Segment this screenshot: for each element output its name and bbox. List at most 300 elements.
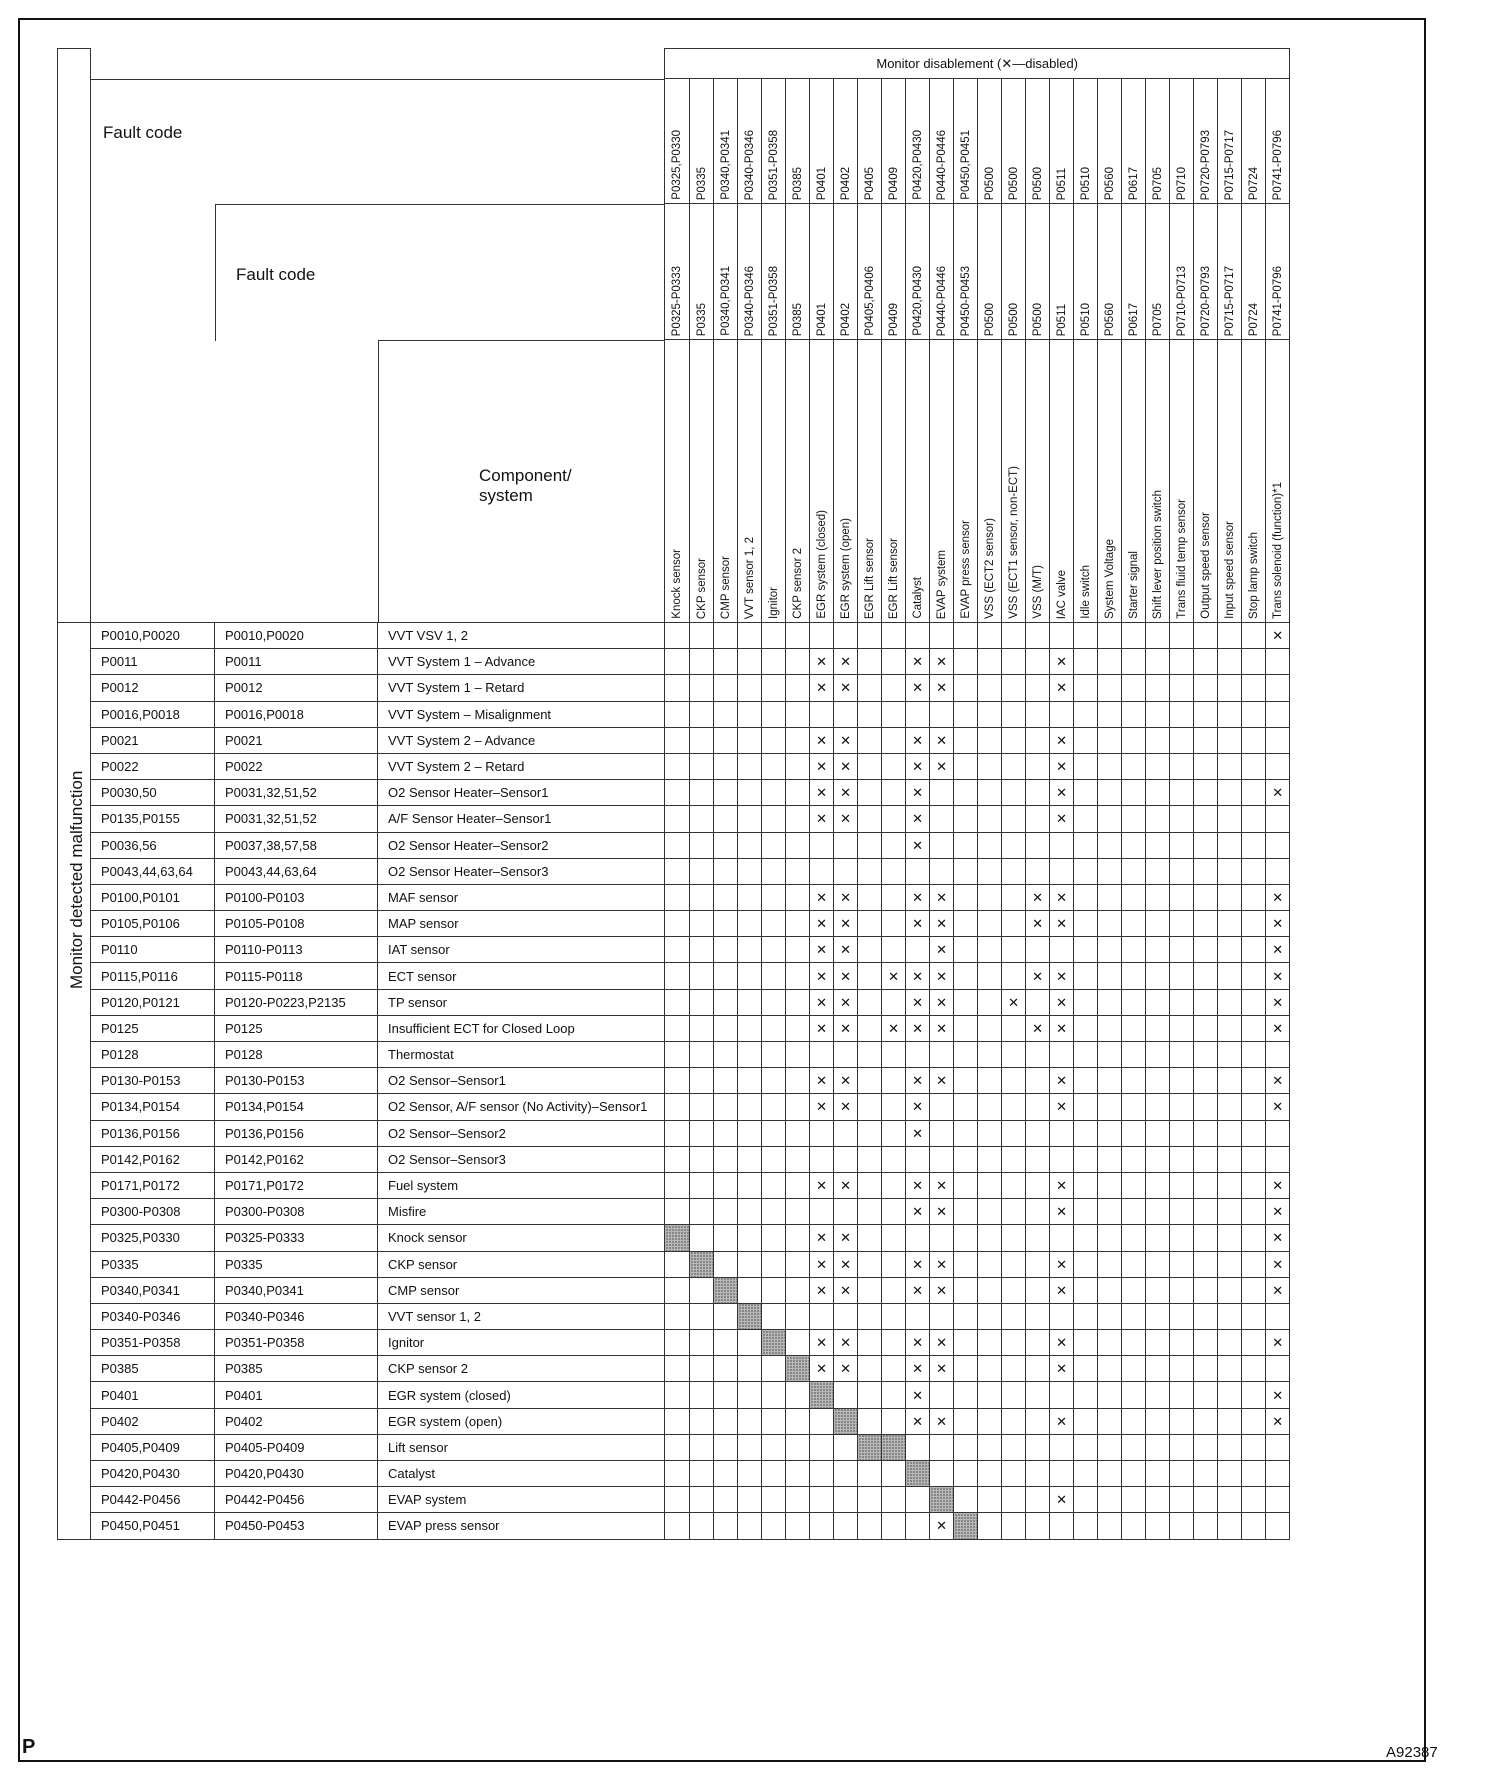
matrix-cell xyxy=(786,1513,810,1539)
matrix-cell xyxy=(954,1225,978,1251)
matrix-cell xyxy=(1266,832,1290,858)
matrix-cell xyxy=(1074,1225,1098,1251)
disabled-mark: ✕ xyxy=(930,884,954,910)
matrix-cell xyxy=(690,806,714,832)
matrix-cell xyxy=(810,1120,834,1146)
matrix-cell xyxy=(786,911,810,937)
table-row xyxy=(58,1330,1290,1356)
matrix-cell xyxy=(714,1068,738,1094)
detected-code-cell: P0130-P0153 xyxy=(91,1068,215,1094)
matrix-cell xyxy=(738,1251,762,1277)
matrix-cell xyxy=(1242,884,1266,910)
matrix-cell xyxy=(1122,858,1146,884)
matrix-cell xyxy=(690,780,714,806)
matrix-cell xyxy=(1218,1382,1242,1408)
matrix-cell xyxy=(1122,623,1146,649)
matrix-cell xyxy=(1074,1330,1098,1356)
matrix-cell xyxy=(1098,884,1122,910)
matrix-cell xyxy=(1218,1042,1242,1068)
matrix-cell xyxy=(930,806,954,832)
fault-code-cell: P0043,44,63,64 xyxy=(215,858,378,884)
matrix-cell xyxy=(882,937,906,963)
matrix-cell xyxy=(1170,1461,1194,1487)
matrix-cell xyxy=(1170,675,1194,701)
matrix-cell xyxy=(954,1199,978,1225)
matrix-cell xyxy=(1194,675,1218,701)
disabled-mark: ✕ xyxy=(834,884,858,910)
column-code-2-cell xyxy=(930,204,954,340)
matrix-cell xyxy=(690,623,714,649)
monitor-disablement-title: Monitor disablement (✕—disabled) xyxy=(665,49,1290,79)
matrix-cell xyxy=(738,753,762,779)
matrix-cell xyxy=(1098,649,1122,675)
matrix-cell xyxy=(1194,937,1218,963)
matrix-cell xyxy=(1242,727,1266,753)
matrix-cell xyxy=(954,937,978,963)
column-code-2-cell xyxy=(1002,204,1026,340)
column-name-cell xyxy=(1146,340,1170,623)
detected-code-cell: P0402 xyxy=(91,1408,215,1434)
matrix-cell xyxy=(690,1434,714,1460)
matrix-cell xyxy=(1266,1513,1290,1539)
matrix-cell xyxy=(1098,623,1122,649)
component-cell: Thermostat xyxy=(378,1042,665,1068)
disabled-mark: ✕ xyxy=(906,1068,930,1094)
fault-code-cell: P0385 xyxy=(215,1356,378,1382)
column-code-1: P0715-P0717 xyxy=(1223,129,1236,200)
disabled-mark: ✕ xyxy=(834,1015,858,1041)
column-code-2-cell xyxy=(906,204,930,340)
matrix-cell xyxy=(1218,884,1242,910)
matrix-cell xyxy=(1002,780,1026,806)
matrix-cell xyxy=(1218,937,1242,963)
component-cell: A/F Sensor Heater–Sensor1 xyxy=(378,806,665,832)
matrix-cell xyxy=(690,1199,714,1225)
matrix-cell xyxy=(954,623,978,649)
matrix-cell xyxy=(762,1199,786,1225)
matrix-cell xyxy=(1218,1356,1242,1382)
matrix-cell xyxy=(882,832,906,858)
column-name: EVAP system xyxy=(935,549,948,619)
component-cell: IAT sensor xyxy=(378,937,665,963)
matrix-cell xyxy=(738,1277,762,1303)
matrix-cell xyxy=(1194,1408,1218,1434)
matrix-cell xyxy=(1002,675,1026,701)
disabled-mark: ✕ xyxy=(834,806,858,832)
matrix-cell xyxy=(1146,701,1170,727)
matrix-cell xyxy=(1146,1068,1170,1094)
detected-code-cell: P0136,P0156 xyxy=(91,1120,215,1146)
matrix-cell xyxy=(1170,989,1194,1015)
column-code-2-cell xyxy=(1074,204,1098,340)
matrix-cell xyxy=(1218,806,1242,832)
matrix-cell xyxy=(1098,1225,1122,1251)
column-code-1: P0741-P0796 xyxy=(1271,129,1284,200)
matrix-cell xyxy=(1002,1251,1026,1277)
matrix-cell xyxy=(1002,1015,1026,1041)
matrix-cell xyxy=(954,1042,978,1068)
detected-code-cell: P0420,P0430 xyxy=(91,1461,215,1487)
fault-code-cell: P0021 xyxy=(215,727,378,753)
component-cell: Fuel system xyxy=(378,1172,665,1198)
matrix-cell xyxy=(762,1356,786,1382)
matrix-cell xyxy=(858,753,882,779)
matrix-cell xyxy=(1002,1408,1026,1434)
detected-code-cell: P0340,P0341 xyxy=(91,1277,215,1303)
column-name: VSS (ECT1 sensor, non-ECT) xyxy=(1007,466,1020,619)
matrix-cell xyxy=(858,727,882,753)
matrix-cell xyxy=(1002,911,1026,937)
matrix-cell xyxy=(1122,1251,1146,1277)
matrix-cell xyxy=(858,701,882,727)
matrix-cell xyxy=(786,1434,810,1460)
matrix-cell xyxy=(1218,911,1242,937)
matrix-cell xyxy=(762,1015,786,1041)
table-row xyxy=(58,1408,1290,1434)
component-cell: O2 Sensor–Sensor2 xyxy=(378,1120,665,1146)
matrix-cell xyxy=(882,1277,906,1303)
matrix-cell xyxy=(1026,1277,1050,1303)
matrix-cell xyxy=(714,1094,738,1120)
component-cell: Catalyst xyxy=(378,1461,665,1487)
matrix-cell xyxy=(1074,1487,1098,1513)
disabled-mark: ✕ xyxy=(810,1330,834,1356)
matrix-cell xyxy=(786,1461,810,1487)
matrix-cell xyxy=(1074,1408,1098,1434)
matrix-cell xyxy=(1242,1199,1266,1225)
matrix-cell xyxy=(1266,1356,1290,1382)
matrix-cell xyxy=(1170,1015,1194,1041)
matrix-cell xyxy=(786,806,810,832)
column-code-2: P0409 xyxy=(887,302,900,336)
column-code-2: P0385 xyxy=(791,302,804,336)
column-name-cell xyxy=(858,340,882,623)
matrix-cell xyxy=(665,1015,690,1041)
matrix-cell xyxy=(1242,1513,1266,1539)
disabled-mark: ✕ xyxy=(810,1172,834,1198)
matrix-cell xyxy=(1002,937,1026,963)
matrix-cell xyxy=(978,1434,1002,1460)
table-row xyxy=(58,1225,1290,1251)
matrix-cell xyxy=(882,1094,906,1120)
matrix-cell xyxy=(690,1172,714,1198)
disabled-mark: ✕ xyxy=(906,1199,930,1225)
matrix-cell xyxy=(1266,727,1290,753)
matrix-cell xyxy=(1194,806,1218,832)
matrix-cell xyxy=(1218,1225,1242,1251)
matrix-cell xyxy=(882,1461,906,1487)
table-row xyxy=(58,1094,1290,1120)
matrix-cell xyxy=(858,1303,882,1329)
shaded-self-cell xyxy=(858,1434,882,1460)
disabled-mark: ✕ xyxy=(834,649,858,675)
column-code-2-cell xyxy=(1242,204,1266,340)
table-row xyxy=(58,963,1290,989)
disabled-mark: ✕ xyxy=(906,780,930,806)
matrix-cell xyxy=(930,623,954,649)
matrix-cell xyxy=(1098,1120,1122,1146)
matrix-cell xyxy=(738,1408,762,1434)
table-row xyxy=(58,1487,1290,1513)
detected-code-cell: P0401 xyxy=(91,1382,215,1408)
matrix-cell xyxy=(665,806,690,832)
matrix-cell xyxy=(786,753,810,779)
column-code-1: P0724 xyxy=(1247,166,1260,200)
matrix-cell xyxy=(930,1303,954,1329)
matrix-cell xyxy=(762,832,786,858)
matrix-cell xyxy=(1122,1303,1146,1329)
column-code-1-cell xyxy=(1074,79,1098,204)
column-code-1-cell xyxy=(1026,79,1050,204)
column-name: EGR Lift sensor xyxy=(863,537,876,619)
matrix-cell xyxy=(858,1513,882,1539)
column-code-1-cell xyxy=(1170,79,1194,204)
matrix-cell xyxy=(978,753,1002,779)
detected-code-cell: P0043,44,63,64 xyxy=(91,858,215,884)
disabled-mark: ✕ xyxy=(1050,753,1074,779)
matrix-cell xyxy=(1218,989,1242,1015)
component-cell: Misfire xyxy=(378,1199,665,1225)
matrix-cell xyxy=(1050,1042,1074,1068)
matrix-cell xyxy=(1050,623,1074,649)
fault-code-cell: P0142,P0162 xyxy=(215,1146,378,1172)
component-cell: O2 Sensor Heater–Sensor3 xyxy=(378,858,665,884)
detected-code-cell: P0442-P0456 xyxy=(91,1487,215,1513)
matrix-cell xyxy=(882,1251,906,1277)
matrix-cell xyxy=(954,1146,978,1172)
disabled-mark: ✕ xyxy=(834,753,858,779)
matrix-cell xyxy=(1146,1408,1170,1434)
matrix-cell xyxy=(1170,623,1194,649)
matrix-cell xyxy=(810,1487,834,1513)
fault-code-cell: P0134,P0154 xyxy=(215,1094,378,1120)
matrix-cell xyxy=(665,911,690,937)
matrix-cell xyxy=(810,1408,834,1434)
column-code-1: P0511 xyxy=(1055,167,1068,200)
component-cell: VVT System 2 – Advance xyxy=(378,727,665,753)
matrix-cell xyxy=(1050,1434,1074,1460)
column-name-cell xyxy=(1242,340,1266,623)
matrix-cell xyxy=(882,1120,906,1146)
matrix-cell xyxy=(762,727,786,753)
matrix-cell xyxy=(1146,727,1170,753)
matrix-cell xyxy=(714,1330,738,1356)
detected-code-cell: P0450,P0451 xyxy=(91,1513,215,1539)
matrix-cell xyxy=(786,675,810,701)
matrix-cell xyxy=(665,1042,690,1068)
matrix-cell xyxy=(738,806,762,832)
column-code-1-cell xyxy=(714,79,738,204)
matrix-cell xyxy=(1194,1461,1218,1487)
matrix-cell xyxy=(1098,1199,1122,1225)
column-name: Stop lamp switch xyxy=(1247,532,1260,619)
matrix-cell xyxy=(738,1146,762,1172)
column-code-2-cell xyxy=(1146,204,1170,340)
component-cell: CKP sensor 2 xyxy=(378,1356,665,1382)
matrix-cell xyxy=(858,1068,882,1094)
matrix-cell xyxy=(1026,1408,1050,1434)
matrix-cell xyxy=(1098,858,1122,884)
matrix-cell xyxy=(930,780,954,806)
matrix-cell xyxy=(714,623,738,649)
matrix-cell xyxy=(690,937,714,963)
disabled-mark: ✕ xyxy=(930,963,954,989)
matrix-cell xyxy=(1218,1015,1242,1041)
matrix-cell xyxy=(1194,1303,1218,1329)
matrix-cell xyxy=(1170,1330,1194,1356)
matrix-cell xyxy=(1026,1461,1050,1487)
disabled-mark: ✕ xyxy=(1050,1172,1074,1198)
matrix-cell xyxy=(1218,1408,1242,1434)
matrix-cell xyxy=(882,1408,906,1434)
fault-code-cell: P0037,38,57,58 xyxy=(215,832,378,858)
matrix-cell xyxy=(1050,1461,1074,1487)
disabled-mark: ✕ xyxy=(1050,675,1074,701)
matrix-cell xyxy=(1242,1434,1266,1460)
matrix-cell xyxy=(1242,1487,1266,1513)
matrix-cell xyxy=(1218,753,1242,779)
matrix-cell xyxy=(1002,858,1026,884)
matrix-cell xyxy=(1218,858,1242,884)
disabled-mark: ✕ xyxy=(1050,1277,1074,1303)
column-name-cell xyxy=(786,340,810,623)
matrix-cell xyxy=(1098,806,1122,832)
matrix-cell xyxy=(882,1225,906,1251)
fault-code-cell: P0340-P0346 xyxy=(215,1303,378,1329)
matrix-cell xyxy=(1242,753,1266,779)
matrix-cell xyxy=(954,1434,978,1460)
matrix-cell xyxy=(1122,649,1146,675)
matrix-cell xyxy=(1026,1120,1050,1146)
matrix-cell xyxy=(1146,1094,1170,1120)
matrix-cell xyxy=(665,1199,690,1225)
matrix-cell xyxy=(1170,1408,1194,1434)
matrix-cell xyxy=(858,1330,882,1356)
matrix-cell xyxy=(1098,1356,1122,1382)
matrix-cell xyxy=(1002,1434,1026,1460)
matrix-cell xyxy=(1146,1172,1170,1198)
matrix-cell xyxy=(1170,1042,1194,1068)
matrix-cell xyxy=(1242,832,1266,858)
matrix-cell xyxy=(954,1251,978,1277)
matrix-cell xyxy=(714,675,738,701)
matrix-cell xyxy=(762,963,786,989)
disabled-mark: ✕ xyxy=(906,1408,930,1434)
matrix-cell xyxy=(978,1487,1002,1513)
matrix-cell xyxy=(834,1303,858,1329)
matrix-cell xyxy=(665,1277,690,1303)
matrix-cell xyxy=(1098,1382,1122,1408)
matrix-cell xyxy=(810,701,834,727)
matrix-cell xyxy=(1242,1461,1266,1487)
matrix-cell xyxy=(714,1382,738,1408)
matrix-cell xyxy=(906,1146,930,1172)
matrix-cell xyxy=(1266,806,1290,832)
matrix-cell xyxy=(690,727,714,753)
matrix-cell xyxy=(906,858,930,884)
matrix-cell xyxy=(738,963,762,989)
detected-code-cell: P0351-P0358 xyxy=(91,1330,215,1356)
matrix-cell xyxy=(1242,780,1266,806)
matrix-cell xyxy=(1026,701,1050,727)
matrix-cell xyxy=(858,780,882,806)
disabled-mark: ✕ xyxy=(1266,989,1290,1015)
matrix-cell xyxy=(762,1277,786,1303)
column-name: IAC valve xyxy=(1055,569,1068,619)
matrix-cell xyxy=(1146,1487,1170,1513)
fault-code-cell: P0120-P0223,P2135 xyxy=(215,989,378,1015)
fault-code-cell: P0011 xyxy=(215,649,378,675)
column-code-1: P0510 xyxy=(1079,166,1092,200)
matrix-cell xyxy=(714,1199,738,1225)
matrix-cell xyxy=(1026,858,1050,884)
column-code-1: P0385 xyxy=(791,166,804,200)
matrix-cell xyxy=(1098,1461,1122,1487)
matrix-cell xyxy=(762,1172,786,1198)
disabled-mark: ✕ xyxy=(1266,911,1290,937)
matrix-cell xyxy=(1002,1513,1026,1539)
matrix-cell xyxy=(1050,1225,1074,1251)
fault-code-cell: P0110-P0113 xyxy=(215,937,378,963)
matrix-cell xyxy=(786,780,810,806)
matrix-cell xyxy=(1170,753,1194,779)
disabled-mark: ✕ xyxy=(1050,727,1074,753)
column-name-cell xyxy=(738,340,762,623)
matrix-cell xyxy=(1026,832,1050,858)
matrix-cell xyxy=(1074,1356,1098,1382)
matrix-cell xyxy=(665,780,690,806)
matrix-cell xyxy=(1146,1277,1170,1303)
column-name-cell xyxy=(1098,340,1122,623)
disabled-mark: ✕ xyxy=(1026,911,1050,937)
column-name-cell xyxy=(834,340,858,623)
left-label-header-cell xyxy=(58,49,91,623)
table-row xyxy=(58,1461,1290,1487)
detected-code-cell: P0300-P0308 xyxy=(91,1199,215,1225)
matrix-cell xyxy=(786,858,810,884)
matrix-cell xyxy=(1146,1225,1170,1251)
fault-code-header-block xyxy=(91,49,665,623)
fault-code-cell: P0012 xyxy=(215,675,378,701)
column-code-2-cell xyxy=(882,204,906,340)
matrix-cell xyxy=(858,1225,882,1251)
matrix-cell xyxy=(1122,1015,1146,1041)
matrix-cell xyxy=(1242,1382,1266,1408)
column-code-2-cell xyxy=(690,204,714,340)
matrix-cell xyxy=(1170,701,1194,727)
disabled-mark: ✕ xyxy=(930,1513,954,1539)
matrix-cell xyxy=(1002,1487,1026,1513)
matrix-cell xyxy=(810,1042,834,1068)
fault-code-cell: P0128 xyxy=(215,1042,378,1068)
matrix-cell xyxy=(1170,649,1194,675)
matrix-cell xyxy=(882,1356,906,1382)
table-row xyxy=(58,1172,1290,1198)
matrix-cell xyxy=(834,832,858,858)
matrix-cell xyxy=(1098,1408,1122,1434)
matrix-cell xyxy=(1122,727,1146,753)
matrix-cell xyxy=(1194,989,1218,1015)
table-row xyxy=(58,753,1290,779)
matrix-cell xyxy=(1074,753,1098,779)
matrix-cell xyxy=(834,1382,858,1408)
matrix-cell xyxy=(834,1120,858,1146)
matrix-cell xyxy=(665,963,690,989)
column-name-cell xyxy=(1002,340,1026,623)
matrix-cell xyxy=(714,1015,738,1041)
detected-code-cell: P0030,50 xyxy=(91,780,215,806)
matrix-cell xyxy=(858,1487,882,1513)
